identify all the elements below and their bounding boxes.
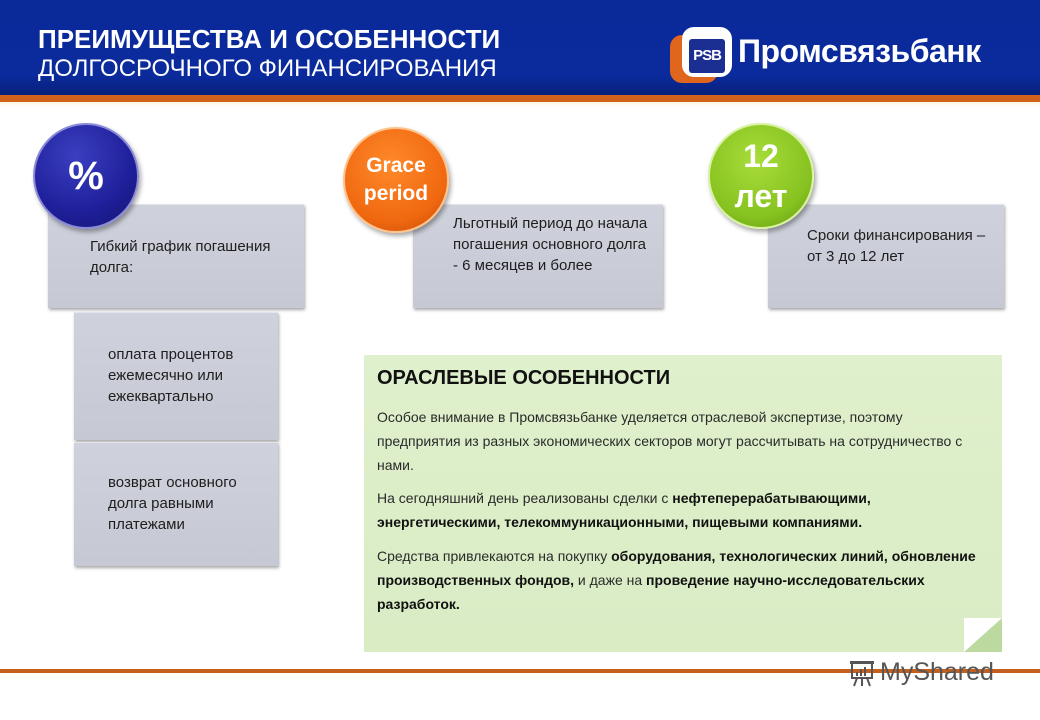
header-shadow: [0, 102, 1040, 108]
sub-text-principal: возврат основного долга равными платежами: [108, 474, 237, 533]
industry-panel-title: ОРАСЛЕВЫЕ ОСОБЕННОСТИ: [377, 367, 671, 389]
percent-badge-label: %: [68, 153, 104, 198]
para3-bold2: проведение научно-исследовательских разработок.: [377, 572, 925, 612]
industry-para-3: [377, 544, 987, 616]
feature-text-grace: Льготный период до начала погашения основного долга - 6 месяцев и более: [453, 215, 648, 274]
presentation-board-icon: [848, 659, 876, 687]
term-badge-line2: лет: [734, 178, 788, 214]
para3-plain2: и даже на: [574, 572, 647, 588]
percent-badge-icon: [33, 123, 139, 229]
grace-badge-line2: period: [363, 182, 429, 205]
logo-white-square: [682, 27, 732, 77]
psb-logo-icon: [670, 27, 732, 85]
logo-mark: PSB: [689, 39, 725, 73]
slide-title: ПРЕИМУЩЕСТВА И ОСОБЕННОСТИ: [38, 24, 501, 54]
watermark-text: MyShared: [880, 658, 994, 686]
feature-text-schedule: Гибкий график погашения долга:: [90, 238, 271, 276]
header-orange-stripe: [0, 95, 1040, 102]
grace-badge-line1: Grace: [366, 154, 426, 177]
industry-para-2: [377, 486, 987, 534]
para3-plain1: Средства привлекаются на покупку: [377, 548, 612, 564]
twelve-years-badge-icon: [708, 123, 814, 229]
feature-text-term: Сроки финансирования – от 3 до 12 лет: [807, 227, 986, 265]
slide-subtitle: ДОЛГОСРОЧНОГО ФИНАНСИРОВАНИЯ: [38, 55, 497, 82]
para3-bold1: оборудования, технологических линий, обновление производственных фондов,: [377, 548, 976, 588]
myshared-watermark: [848, 658, 994, 687]
grace-period-badge-icon: [343, 127, 449, 233]
para2-bold: нефтеперерабатывающими, энергетическими, телекоммуникационными, пищевыми компаниями.: [377, 490, 871, 530]
sub-text-interest: оплата процентов ежемесячно или ежеквартально: [108, 346, 234, 405]
term-badge-line1: 12: [743, 138, 779, 174]
brand-name: Промсвязьбанк: [738, 33, 981, 69]
page-curl-icon: [964, 618, 1002, 652]
para2-plain: На сегодняшний день реализованы сделки с: [377, 490, 673, 506]
industry-para-1: Особое внимание в Промсвязьбанке уделяется отраслевой экспертизе, поэтому предприятия из разных экономических секторов могут рассчитывать на сотрудничество с нами.: [377, 409, 963, 473]
